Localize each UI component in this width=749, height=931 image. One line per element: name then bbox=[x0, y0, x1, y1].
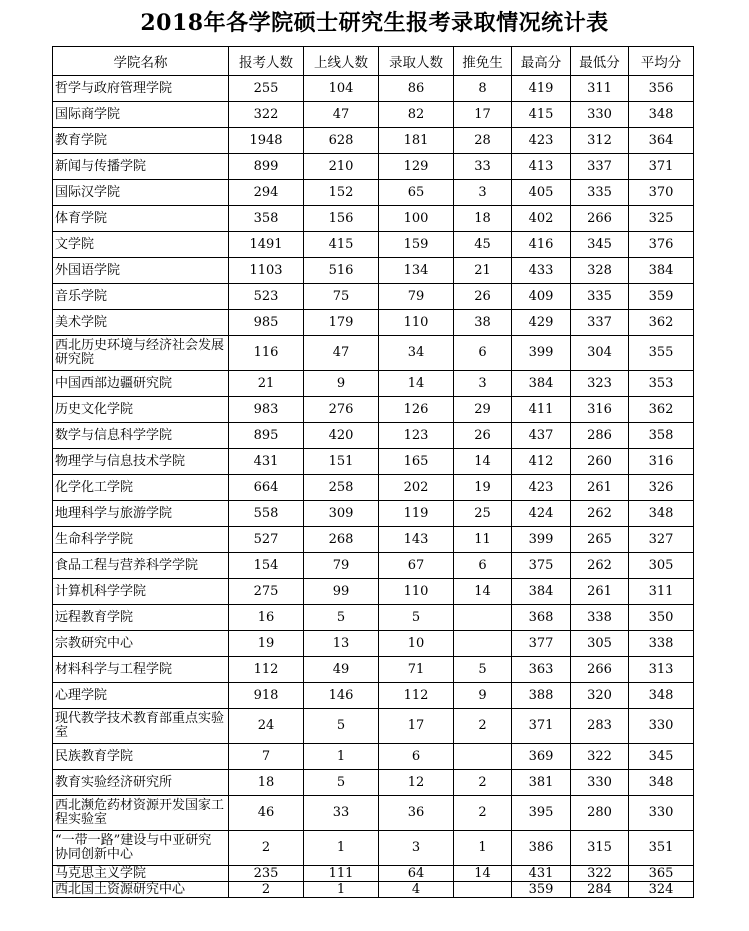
cell-exempt: 5 bbox=[454, 657, 512, 683]
cell-admitted: 12 bbox=[379, 770, 454, 796]
header-admitted: 录取人数 bbox=[379, 47, 454, 76]
cell-applicants: 358 bbox=[229, 206, 304, 232]
cell-admitted: 36 bbox=[379, 796, 454, 831]
cell-college-name: 美术学院 bbox=[53, 310, 229, 336]
cell-admitted: 100 bbox=[379, 206, 454, 232]
table-row bbox=[53, 336, 694, 371]
cell-avg-score: 358 bbox=[629, 423, 694, 449]
cell-applicants: 1491 bbox=[229, 232, 304, 258]
cell-passed: 49 bbox=[304, 657, 379, 683]
cell-passed: 156 bbox=[304, 206, 379, 232]
cell-avg-score: 359 bbox=[629, 284, 694, 310]
cell-admitted: 181 bbox=[379, 128, 454, 154]
cell-college-name: 心理学院 bbox=[53, 683, 229, 709]
cell-applicants: 19 bbox=[229, 631, 304, 657]
cell-exempt: 6 bbox=[454, 336, 512, 371]
header-passed: 上线人数 bbox=[304, 47, 379, 76]
cell-avg-score: 327 bbox=[629, 527, 694, 553]
cell-min-score: 316 bbox=[571, 397, 629, 423]
cell-min-score: 322 bbox=[571, 744, 629, 770]
header-row bbox=[53, 47, 694, 76]
cell-min-score: 323 bbox=[571, 371, 629, 397]
cell-applicants: 431 bbox=[229, 449, 304, 475]
cell-avg-score: 345 bbox=[629, 744, 694, 770]
cell-admitted: 112 bbox=[379, 683, 454, 709]
cell-min-score: 280 bbox=[571, 796, 629, 831]
cell-applicants: 558 bbox=[229, 501, 304, 527]
cell-admitted: 134 bbox=[379, 258, 454, 284]
cell-applicants: 235 bbox=[229, 866, 304, 882]
cell-min-score: 312 bbox=[571, 128, 629, 154]
cell-min-score: 260 bbox=[571, 449, 629, 475]
cell-max-score: 368 bbox=[512, 605, 571, 631]
cell-college-name: 地理科学与旅游学院 bbox=[53, 501, 229, 527]
table-row bbox=[53, 683, 694, 709]
cell-passed: 75 bbox=[304, 284, 379, 310]
table-row bbox=[53, 796, 694, 831]
cell-min-score: 322 bbox=[571, 866, 629, 882]
cell-passed: 151 bbox=[304, 449, 379, 475]
cell-exempt: 1 bbox=[454, 831, 512, 866]
cell-max-score: 429 bbox=[512, 310, 571, 336]
cell-applicants: 985 bbox=[229, 310, 304, 336]
cell-admitted: 86 bbox=[379, 76, 454, 102]
header-max-score: 最高分 bbox=[512, 47, 571, 76]
cell-exempt: 8 bbox=[454, 76, 512, 102]
cell-max-score: 395 bbox=[512, 796, 571, 831]
cell-min-score: 262 bbox=[571, 553, 629, 579]
cell-applicants: 1948 bbox=[229, 128, 304, 154]
cell-avg-score: 326 bbox=[629, 475, 694, 501]
table-row bbox=[53, 371, 694, 397]
cell-min-score: 304 bbox=[571, 336, 629, 371]
cell-admitted: 143 bbox=[379, 527, 454, 553]
cell-college-name: 国际汉学院 bbox=[53, 180, 229, 206]
cell-avg-score: 351 bbox=[629, 831, 694, 866]
cell-min-score: 345 bbox=[571, 232, 629, 258]
cell-college-name: 宗教研究中心 bbox=[53, 631, 229, 657]
cell-passed: 268 bbox=[304, 527, 379, 553]
cell-avg-score: 348 bbox=[629, 683, 694, 709]
cell-passed: 1 bbox=[304, 831, 379, 866]
cell-passed: 146 bbox=[304, 683, 379, 709]
cell-exempt: 2 bbox=[454, 770, 512, 796]
cell-applicants: 255 bbox=[229, 76, 304, 102]
cell-college-name: 国际商学院 bbox=[53, 102, 229, 128]
table-row bbox=[53, 232, 694, 258]
cell-passed: 47 bbox=[304, 102, 379, 128]
table-row bbox=[53, 657, 694, 683]
cell-admitted: 119 bbox=[379, 501, 454, 527]
table-row bbox=[53, 449, 694, 475]
cell-max-score: 371 bbox=[512, 709, 571, 744]
cell-passed: 1 bbox=[304, 882, 379, 898]
cell-passed: 628 bbox=[304, 128, 379, 154]
table-row bbox=[53, 882, 694, 898]
cell-applicants: 983 bbox=[229, 397, 304, 423]
cell-college-name: 文学院 bbox=[53, 232, 229, 258]
cell-college-name: 物理学与信息技术学院 bbox=[53, 449, 229, 475]
cell-passed: 152 bbox=[304, 180, 379, 206]
cell-exempt: 2 bbox=[454, 709, 512, 744]
cell-admitted: 110 bbox=[379, 579, 454, 605]
cell-college-name: 生命科学学院 bbox=[53, 527, 229, 553]
cell-exempt: 18 bbox=[454, 206, 512, 232]
cell-admitted: 5 bbox=[379, 605, 454, 631]
cell-admitted: 10 bbox=[379, 631, 454, 657]
cell-exempt: 38 bbox=[454, 310, 512, 336]
table-row bbox=[53, 770, 694, 796]
cell-max-score: 402 bbox=[512, 206, 571, 232]
table-row bbox=[53, 423, 694, 449]
cell-college-name: 新闻与传播学院 bbox=[53, 154, 229, 180]
cell-exempt: 21 bbox=[454, 258, 512, 284]
cell-admitted: 14 bbox=[379, 371, 454, 397]
cell-college-name: 马克思主义学院 bbox=[53, 866, 229, 882]
cell-avg-score: 355 bbox=[629, 336, 694, 371]
cell-min-score: 262 bbox=[571, 501, 629, 527]
cell-applicants: 2 bbox=[229, 831, 304, 866]
cell-applicants: 46 bbox=[229, 796, 304, 831]
cell-max-score: 377 bbox=[512, 631, 571, 657]
cell-max-score: 369 bbox=[512, 744, 571, 770]
cell-max-score: 405 bbox=[512, 180, 571, 206]
table-row bbox=[53, 258, 694, 284]
cell-admitted: 64 bbox=[379, 866, 454, 882]
cell-min-score: 320 bbox=[571, 683, 629, 709]
cell-min-score: 265 bbox=[571, 527, 629, 553]
table-row bbox=[53, 527, 694, 553]
cell-passed: 5 bbox=[304, 770, 379, 796]
cell-admitted: 3 bbox=[379, 831, 454, 866]
cell-applicants: 527 bbox=[229, 527, 304, 553]
cell-exempt: 3 bbox=[454, 371, 512, 397]
cell-avg-score: 330 bbox=[629, 796, 694, 831]
cell-admitted: 67 bbox=[379, 553, 454, 579]
cell-max-score: 381 bbox=[512, 770, 571, 796]
cell-exempt: 2 bbox=[454, 796, 512, 831]
cell-admitted: 165 bbox=[379, 449, 454, 475]
cell-exempt: 14 bbox=[454, 449, 512, 475]
cell-applicants: 275 bbox=[229, 579, 304, 605]
table-row bbox=[53, 310, 694, 336]
cell-exempt bbox=[454, 882, 512, 898]
cell-max-score: 423 bbox=[512, 128, 571, 154]
table-row bbox=[53, 605, 694, 631]
cell-avg-score: 364 bbox=[629, 128, 694, 154]
cell-passed: 516 bbox=[304, 258, 379, 284]
cell-applicants: 154 bbox=[229, 553, 304, 579]
cell-exempt: 26 bbox=[454, 284, 512, 310]
cell-exempt: 25 bbox=[454, 501, 512, 527]
cell-college-name: 体育学院 bbox=[53, 206, 229, 232]
cell-exempt: 17 bbox=[454, 102, 512, 128]
cell-admitted: 110 bbox=[379, 310, 454, 336]
cell-passed: 47 bbox=[304, 336, 379, 371]
cell-max-score: 384 bbox=[512, 579, 571, 605]
cell-max-score: 386 bbox=[512, 831, 571, 866]
cell-avg-score: 376 bbox=[629, 232, 694, 258]
cell-admitted: 65 bbox=[379, 180, 454, 206]
cell-min-score: 330 bbox=[571, 102, 629, 128]
cell-college-name: 西北濒危药材资源开发国家工程实验室 bbox=[53, 796, 229, 831]
cell-avg-score: 338 bbox=[629, 631, 694, 657]
cell-college-name: 材料科学与工程学院 bbox=[53, 657, 229, 683]
cell-admitted: 123 bbox=[379, 423, 454, 449]
cell-exempt: 33 bbox=[454, 154, 512, 180]
cell-applicants: 1103 bbox=[229, 258, 304, 284]
cell-min-score: 286 bbox=[571, 423, 629, 449]
cell-admitted: 79 bbox=[379, 284, 454, 310]
cell-applicants: 294 bbox=[229, 180, 304, 206]
cell-passed: 99 bbox=[304, 579, 379, 605]
cell-exempt: 45 bbox=[454, 232, 512, 258]
cell-applicants: 18 bbox=[229, 770, 304, 796]
cell-min-score: 337 bbox=[571, 154, 629, 180]
cell-applicants: 895 bbox=[229, 423, 304, 449]
table-row bbox=[53, 709, 694, 744]
cell-max-score: 359 bbox=[512, 882, 571, 898]
cell-college-name: 外国语学院 bbox=[53, 258, 229, 284]
cell-college-name: 现代教学技术教育部重点实验室 bbox=[53, 709, 229, 744]
table-row bbox=[53, 579, 694, 605]
table-row bbox=[53, 154, 694, 180]
cell-admitted: 71 bbox=[379, 657, 454, 683]
cell-avg-score: 365 bbox=[629, 866, 694, 882]
cell-passed: 5 bbox=[304, 605, 379, 631]
cell-max-score: 363 bbox=[512, 657, 571, 683]
table-row bbox=[53, 553, 694, 579]
cell-college-name: “一带一路”建设与中亚研究协同创新中心 bbox=[53, 831, 229, 866]
cell-min-score: 305 bbox=[571, 631, 629, 657]
table-row bbox=[53, 102, 694, 128]
cell-college-name: 教育学院 bbox=[53, 128, 229, 154]
cell-min-score: 335 bbox=[571, 180, 629, 206]
cell-applicants: 322 bbox=[229, 102, 304, 128]
cell-exempt: 3 bbox=[454, 180, 512, 206]
cell-applicants: 21 bbox=[229, 371, 304, 397]
cell-college-name: 哲学与政府管理学院 bbox=[53, 76, 229, 102]
cell-min-score: 311 bbox=[571, 76, 629, 102]
cell-passed: 276 bbox=[304, 397, 379, 423]
cell-max-score: 423 bbox=[512, 475, 571, 501]
table-body bbox=[53, 76, 694, 898]
cell-passed: 1 bbox=[304, 744, 379, 770]
cell-college-name: 远程教育学院 bbox=[53, 605, 229, 631]
cell-max-score: 415 bbox=[512, 102, 571, 128]
table-row bbox=[53, 128, 694, 154]
cell-max-score: 384 bbox=[512, 371, 571, 397]
header-applicants: 报考人数 bbox=[229, 47, 304, 76]
page-title: 2018年各学院硕士研究生报考录取情况统计表 bbox=[140, 10, 609, 36]
cell-exempt: 26 bbox=[454, 423, 512, 449]
cell-max-score: 424 bbox=[512, 501, 571, 527]
cell-exempt: 9 bbox=[454, 683, 512, 709]
cell-passed: 79 bbox=[304, 553, 379, 579]
cell-college-name: 计算机科学学院 bbox=[53, 579, 229, 605]
cell-applicants: 523 bbox=[229, 284, 304, 310]
cell-min-score: 335 bbox=[571, 284, 629, 310]
cell-admitted: 202 bbox=[379, 475, 454, 501]
cell-applicants: 7 bbox=[229, 744, 304, 770]
cell-college-name: 西北历史环境与经济社会发展研究院 bbox=[53, 336, 229, 371]
header-min-score: 最低分 bbox=[571, 47, 629, 76]
cell-avg-score: 371 bbox=[629, 154, 694, 180]
table-row bbox=[53, 831, 694, 866]
cell-avg-score: 348 bbox=[629, 102, 694, 128]
cell-passed: 210 bbox=[304, 154, 379, 180]
cell-min-score: 328 bbox=[571, 258, 629, 284]
cell-min-score: 284 bbox=[571, 882, 629, 898]
cell-avg-score: 350 bbox=[629, 605, 694, 631]
cell-max-score: 399 bbox=[512, 336, 571, 371]
cell-exempt bbox=[454, 605, 512, 631]
cell-college-name: 数学与信息科学学院 bbox=[53, 423, 229, 449]
cell-avg-score: 311 bbox=[629, 579, 694, 605]
cell-avg-score: 362 bbox=[629, 310, 694, 336]
cell-max-score: 375 bbox=[512, 553, 571, 579]
cell-applicants: 112 bbox=[229, 657, 304, 683]
table-row bbox=[53, 744, 694, 770]
cell-exempt bbox=[454, 744, 512, 770]
cell-max-score: 412 bbox=[512, 449, 571, 475]
cell-max-score: 399 bbox=[512, 527, 571, 553]
cell-exempt: 14 bbox=[454, 866, 512, 882]
table-row bbox=[53, 631, 694, 657]
cell-max-score: 433 bbox=[512, 258, 571, 284]
cell-passed: 415 bbox=[304, 232, 379, 258]
cell-college-name: 音乐学院 bbox=[53, 284, 229, 310]
cell-passed: 104 bbox=[304, 76, 379, 102]
cell-avg-score: 362 bbox=[629, 397, 694, 423]
cell-min-score: 337 bbox=[571, 310, 629, 336]
cell-avg-score: 370 bbox=[629, 180, 694, 206]
cell-applicants: 116 bbox=[229, 336, 304, 371]
cell-avg-score: 316 bbox=[629, 449, 694, 475]
cell-applicants: 2 bbox=[229, 882, 304, 898]
table-row bbox=[53, 866, 694, 882]
cell-max-score: 413 bbox=[512, 154, 571, 180]
cell-college-name: 化学化工学院 bbox=[53, 475, 229, 501]
cell-applicants: 24 bbox=[229, 709, 304, 744]
cell-admitted: 17 bbox=[379, 709, 454, 744]
cell-applicants: 16 bbox=[229, 605, 304, 631]
table-row bbox=[53, 180, 694, 206]
cell-exempt: 14 bbox=[454, 579, 512, 605]
cell-avg-score: 305 bbox=[629, 553, 694, 579]
cell-admitted: 82 bbox=[379, 102, 454, 128]
header-exempt: 推免生 bbox=[454, 47, 512, 76]
table-row bbox=[53, 206, 694, 232]
cell-applicants: 918 bbox=[229, 683, 304, 709]
stats-table bbox=[52, 46, 694, 898]
cell-admitted: 126 bbox=[379, 397, 454, 423]
cell-college-name: 西北国土资源研究中心 bbox=[53, 882, 229, 898]
cell-avg-score: 324 bbox=[629, 882, 694, 898]
cell-max-score: 419 bbox=[512, 76, 571, 102]
cell-passed: 13 bbox=[304, 631, 379, 657]
cell-college-name: 民族教育学院 bbox=[53, 744, 229, 770]
cell-avg-score: 348 bbox=[629, 770, 694, 796]
cell-passed: 111 bbox=[304, 866, 379, 882]
table-row bbox=[53, 501, 694, 527]
cell-min-score: 261 bbox=[571, 475, 629, 501]
cell-min-score: 266 bbox=[571, 206, 629, 232]
cell-min-score: 283 bbox=[571, 709, 629, 744]
cell-exempt: 28 bbox=[454, 128, 512, 154]
cell-college-name: 食品工程与营养科学学院 bbox=[53, 553, 229, 579]
cell-min-score: 315 bbox=[571, 831, 629, 866]
cell-exempt: 29 bbox=[454, 397, 512, 423]
cell-exempt: 6 bbox=[454, 553, 512, 579]
cell-college-name: 教育实验经济研究所 bbox=[53, 770, 229, 796]
cell-applicants: 899 bbox=[229, 154, 304, 180]
table-row bbox=[53, 76, 694, 102]
cell-avg-score: 325 bbox=[629, 206, 694, 232]
header-college-name: 学院名称 bbox=[53, 47, 229, 76]
cell-passed: 258 bbox=[304, 475, 379, 501]
cell-passed: 309 bbox=[304, 501, 379, 527]
cell-avg-score: 384 bbox=[629, 258, 694, 284]
cell-passed: 179 bbox=[304, 310, 379, 336]
cell-admitted: 4 bbox=[379, 882, 454, 898]
cell-admitted: 129 bbox=[379, 154, 454, 180]
cell-passed: 5 bbox=[304, 709, 379, 744]
header-avg-score: 平均分 bbox=[629, 47, 694, 76]
cell-passed: 33 bbox=[304, 796, 379, 831]
cell-admitted: 34 bbox=[379, 336, 454, 371]
cell-min-score: 261 bbox=[571, 579, 629, 605]
cell-passed: 9 bbox=[304, 371, 379, 397]
cell-min-score: 330 bbox=[571, 770, 629, 796]
cell-max-score: 437 bbox=[512, 423, 571, 449]
cell-admitted: 6 bbox=[379, 744, 454, 770]
cell-exempt: 11 bbox=[454, 527, 512, 553]
cell-min-score: 266 bbox=[571, 657, 629, 683]
cell-max-score: 416 bbox=[512, 232, 571, 258]
cell-max-score: 411 bbox=[512, 397, 571, 423]
cell-max-score: 409 bbox=[512, 284, 571, 310]
cell-exempt bbox=[454, 631, 512, 657]
cell-passed: 420 bbox=[304, 423, 379, 449]
cell-min-score: 338 bbox=[571, 605, 629, 631]
cell-avg-score: 330 bbox=[629, 709, 694, 744]
cell-avg-score: 348 bbox=[629, 501, 694, 527]
cell-college-name: 历史文化学院 bbox=[53, 397, 229, 423]
table-row bbox=[53, 284, 694, 310]
cell-applicants: 664 bbox=[229, 475, 304, 501]
cell-admitted: 159 bbox=[379, 232, 454, 258]
cell-avg-score: 356 bbox=[629, 76, 694, 102]
cell-avg-score: 313 bbox=[629, 657, 694, 683]
cell-max-score: 388 bbox=[512, 683, 571, 709]
cell-college-name: 中国西部边疆研究院 bbox=[53, 371, 229, 397]
table-row bbox=[53, 475, 694, 501]
table-row bbox=[53, 397, 694, 423]
cell-max-score: 431 bbox=[512, 866, 571, 882]
cell-exempt: 19 bbox=[454, 475, 512, 501]
cell-avg-score: 353 bbox=[629, 371, 694, 397]
